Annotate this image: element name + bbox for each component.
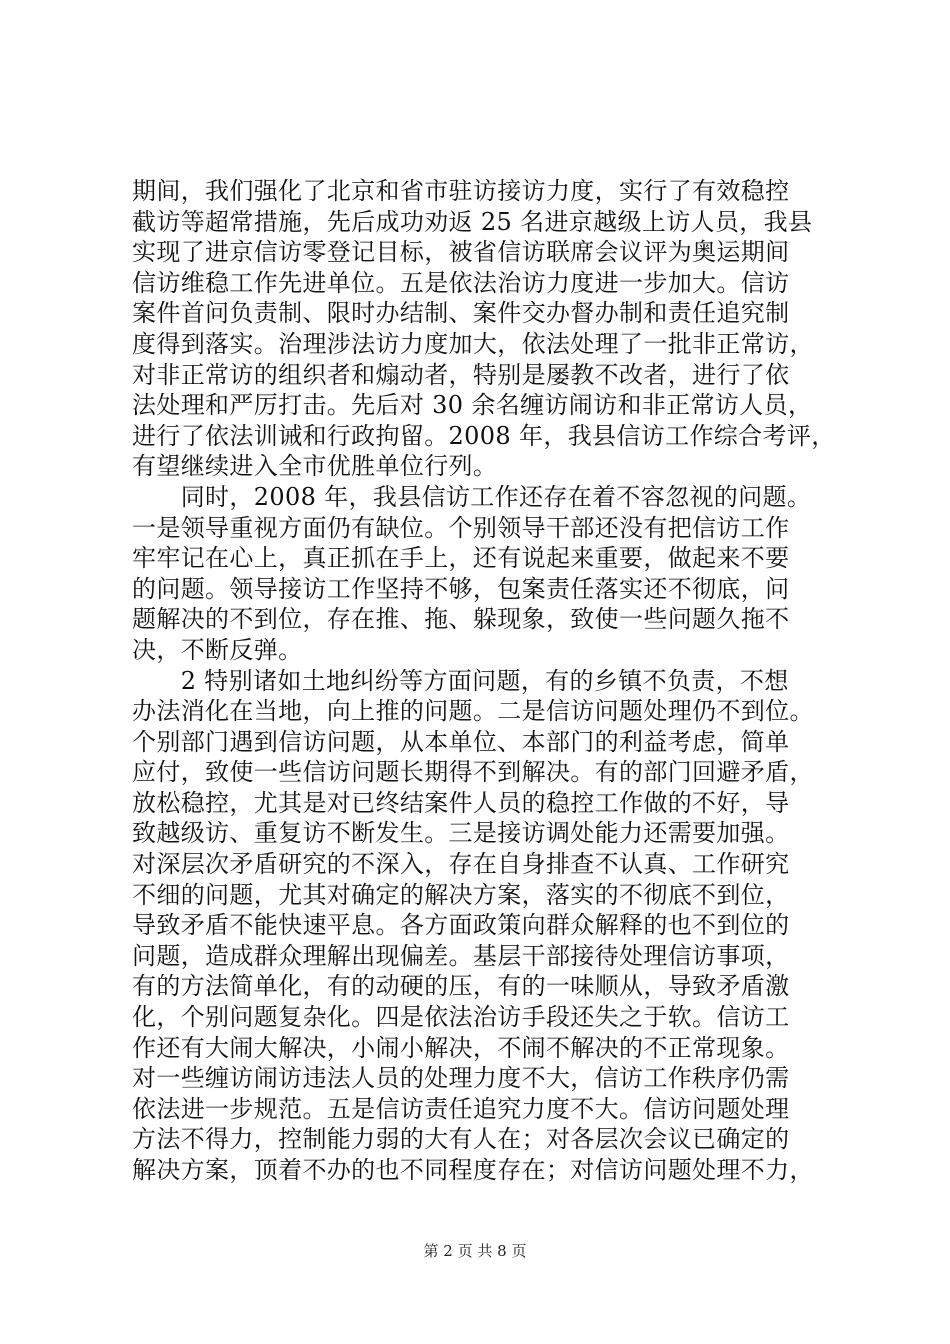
page-number-footer: 第 2 页 共 8 页 xyxy=(423,1242,527,1260)
text-line: 有望继续进入全市优胜单位行列。 xyxy=(132,452,498,481)
text-line: 导致矛盾不能快速平息。各方面政策向群众解释的也不到位的 xyxy=(132,911,790,940)
text-line: 化，个别问题复杂化。四是依法治访手段还失之于软。信访工 xyxy=(132,1003,790,1032)
text-line: 个别部门遇到信访问题，从本单位、本部门的利益考虑，简单 xyxy=(132,727,790,756)
text-line: 决，不断反弹。 xyxy=(132,635,303,664)
text-line: 依法进一步规范。五是信访责任追究力度不大。信访问题处理 xyxy=(132,1094,790,1123)
text-line: 一是领导重视方面仍有缺位。个别领导干部还没有把信访工作 xyxy=(132,513,790,542)
text-line: 放松稳控，尤其是对已终结案件人员的稳控工作做的不好，导 xyxy=(132,788,790,817)
text-line: 有的方法简单化，有的动硬的压，有的一味顺从，导致矛盾激 xyxy=(132,972,790,1001)
text-line: 牢牢记在心上，真正抓在手上，还有说起来重要，做起来不要 xyxy=(132,544,790,573)
text-line: 2 特别诸如土地纠纷等方面问题，有的乡镇不负责，不想 xyxy=(132,666,789,695)
text-line: 不细的问题，尤其对确定的解决方案，落实的不彻底不到位， xyxy=(132,880,790,909)
text-line: 致越级访、重复访不断发生。三是接访调处能力还需要加强。 xyxy=(132,819,790,848)
text-line: 对一些缠访闹访违法人员的处理力度不大，信访工作秩序仍需 xyxy=(132,1064,790,1093)
text-line: 解决方案，顶着不办的也不同程度存在；对信访问题处理不力， xyxy=(132,1156,814,1184)
text-line: 信访维稳工作先进单位。五是依法治访力度进一步加大。信访 xyxy=(132,268,790,297)
text-line: 截访等超常措施，先后成功劝返 25 名进京越级上访人员，我县 xyxy=(132,207,813,236)
text-line: 案件首问负责制、限时办结制、案件交办督办制和责任追究制 xyxy=(132,299,790,328)
text-line: 的问题。领导接访工作坚持不够，包案责任落实还不彻底，问 xyxy=(132,574,790,603)
text-line: 办法消化在当地，向上推的问题。二是信访问题处理仍不到位。 xyxy=(132,697,814,726)
text-line: 度得到落实。治理涉法访力度加大，依法处理了一批非正常访， xyxy=(132,329,814,358)
text-line: 作还有大闹大解决，小闹小解决，不闹不解决的不正常现象。 xyxy=(132,1033,790,1062)
text-line: 实现了进京信访零登记目标，被省信访联席会议评为奥运期间 xyxy=(132,238,790,267)
text-line: 问题，造成群众理解出现偏差。基层干部接待处理信访事项， xyxy=(132,941,790,970)
text-line: 方法不得力，控制能力弱的大有人在；对各层次会议已确定的 xyxy=(132,1125,790,1154)
text-line: 期间，我们强化了北京和省市驻访接访力度，实行了有效稳控 xyxy=(132,177,790,205)
body-text xyxy=(132,176,836,1186)
text-line: 题解决的不到位，存在推、拖、躲现象，致使一些问题久拖不 xyxy=(132,605,790,634)
text-line: 对深层次矛盾研究的不深入，存在自身排查不认真、工作研究 xyxy=(132,850,790,879)
text-line: 法处理和严厉打击。先后对 30 余名缠访闹访和非正常访人员， xyxy=(132,391,813,420)
text-line: 对非正常访的组织者和煽动者，特别是屡教不改者，进行了依 xyxy=(132,360,790,389)
text-line: 进行了依法训诫和行政拘留。2008 年，我县信访工作综合考评， xyxy=(132,421,836,450)
text-line: 应付，致使一些信访问题长期得不到解决。有的部门回避矛盾， xyxy=(132,758,814,787)
text-line: 同时，2008 年，我县信访工作还存在着不容忽视的问题。 xyxy=(132,482,812,511)
